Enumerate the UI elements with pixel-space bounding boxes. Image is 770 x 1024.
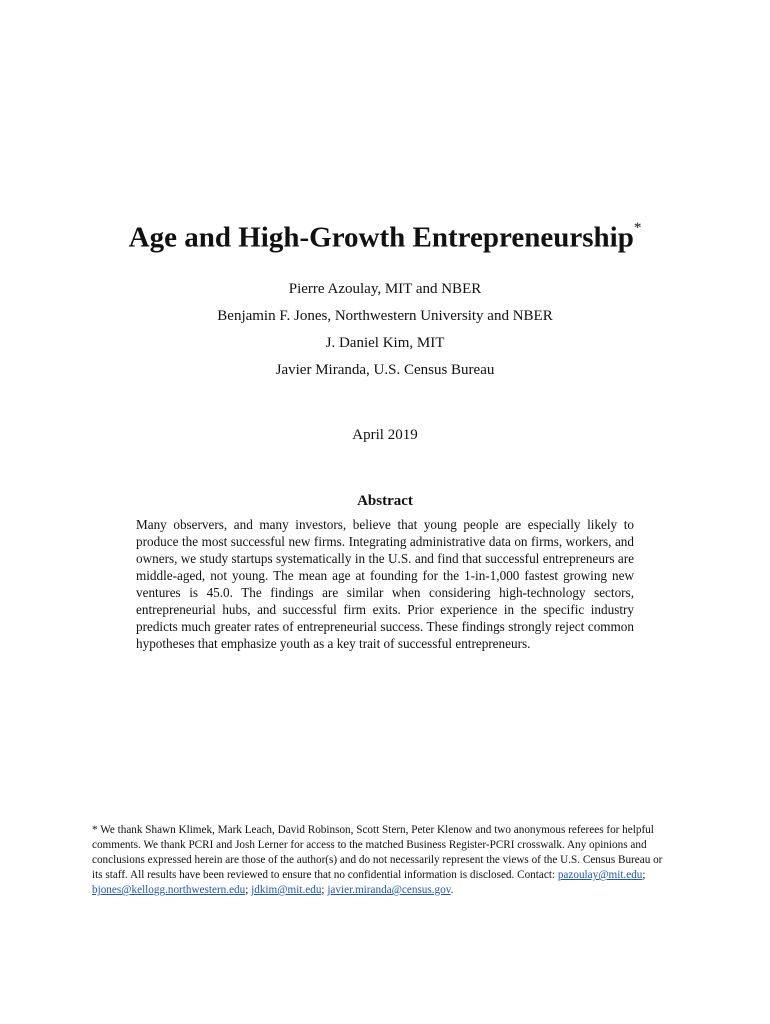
footnote-separator: ; (245, 884, 252, 896)
paper-title (0, 212, 770, 258)
author-line: Javier Miranda, U.S. Census Bureau (275, 362, 495, 378)
author-line: Benjamin F. Jones, Northwestern University and NBER (217, 308, 553, 324)
footnote-separator: ; (321, 884, 328, 896)
paper-date: April 2019 (352, 427, 418, 443)
author-line: J. Daniel Kim, MIT (325, 335, 445, 351)
footnote-separator: ; (642, 869, 646, 881)
title-footnote-marker: * (633, 220, 642, 236)
title-text: Age and High-Growth Entrepreneurship (128, 221, 634, 254)
footnote-text: * We thank Shawn Klimek, Mark Leach, David Robinson, Scott Stern, Peter Klenow and two anonymous referees for helpful comments. We thank PCRI and Josh Lerner for access to the matched Business Register-PCRI crosswalk. Any opinions and conclusions expressed herein are those of the author(s) and do not necessarily represent the views of the U.S. Census Bureau or its staff. All results have been reviewed to ensure that no confidential information is disclosed. Contact: (92, 824, 663, 881)
acknowledgment-footnote (92, 823, 672, 898)
author-list (0, 276, 770, 384)
email-link-miranda[interactable]: javier.miranda@census.gov (327, 884, 451, 896)
abstract-body: Many observers, and many investors, believe that young people are especially likely to produce the most successful new firms. Integrating administrative data on firms, workers, and owners, we study startups systematically in the U.S. and find that successful entrepreneurs are middle-aged, not young. The mean age at founding for the 1-in-1,000 fastest growing new ventures is 45.0. The findings are similar when considering high-technology sectors, entrepreneurial hubs, and successful firm exits. Prior experience in the specific industry predicts much greater rates of entrepreneurial success. These findings strongly reject common hypotheses that emphasize youth as a key trait of successful entrepreneurs. (136, 517, 634, 651)
abstract-heading: Abstract (357, 493, 413, 509)
footnote-end: . (450, 884, 454, 896)
email-link-kim[interactable]: jdkim@mit.edu (251, 884, 322, 896)
email-link-azoulay[interactable]: pazoulay@mit.edu (557, 869, 643, 881)
author-line: Pierre Azoulay, MIT and NBER (288, 281, 482, 297)
email-link-jones[interactable]: bjones@kellogg.northwestern.edu (92, 884, 246, 896)
